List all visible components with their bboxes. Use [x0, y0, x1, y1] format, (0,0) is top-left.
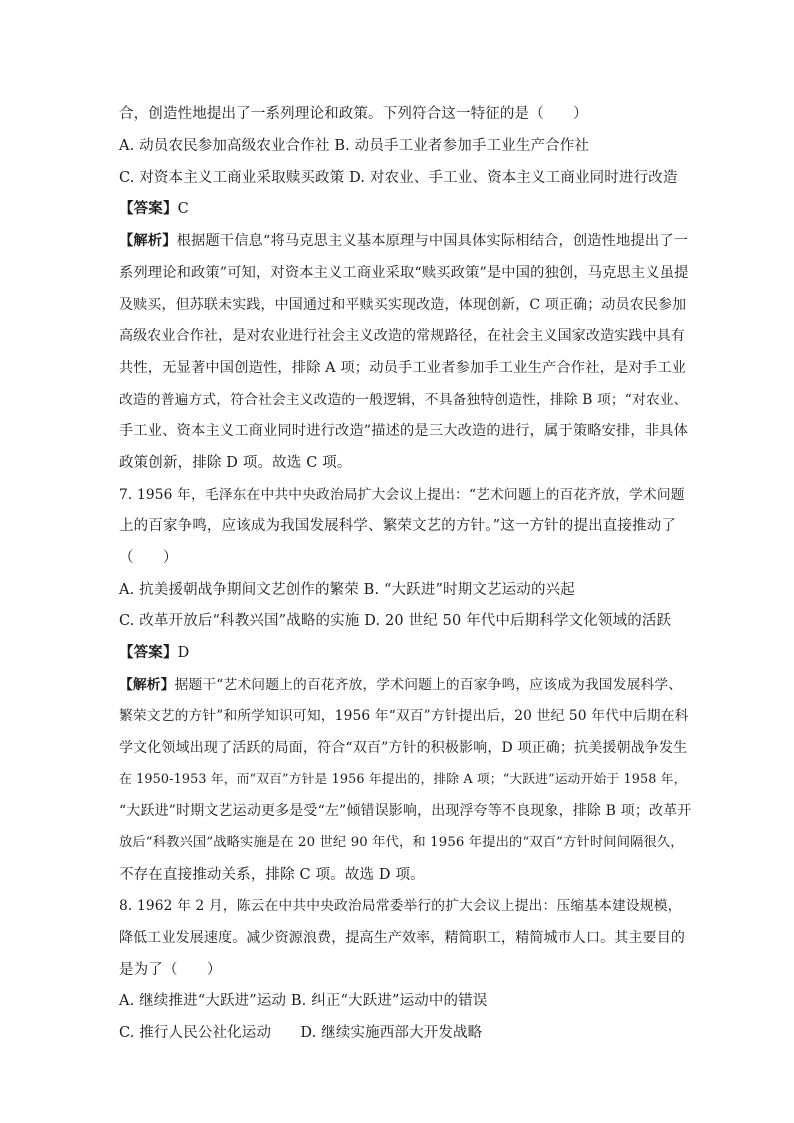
q7-stem-line: 7. 1956 年，毛泽东在中共中央政治局扩大会议上提出：“艺术问题上的百花齐放，学术问题 [119, 487, 685, 503]
q6-analysis-line: 及赎买，但苏联未实践，中国通过和平赎买实现改造，体现创新，C 项正确；动员农民参加 [119, 297, 687, 313]
analysis-tag: 【解析】 [119, 677, 175, 693]
q6-answer: C [177, 201, 189, 217]
q6-analysis-line: 改造的普遍方式，符合社会主义改造的一般逻辑，不具备独特创造性，排除 B 项；“对农业、 [119, 392, 688, 408]
answer-tag: 【答案】 [119, 644, 178, 661]
q6-analysis-line: 高级农业合作社，是对农业进行社会主义改造的常规路径，在社会主义国家改造实践中具有 [119, 328, 685, 344]
q7-options-line-2: C. 改革开放后“科教兴国”战略的实施 D. 20 世纪 50 年代中后期科学文化领域的活跃 [119, 613, 672, 629]
q7-analysis-line: 在 1950-1953 年，而“双百”方针是 1956 年提出的，排除 A 项；“大跃进”运动开始于 1958 年， [119, 772, 687, 787]
q6-analysis-row-1 [119, 231, 689, 251]
q7-stem-line: 上的百家争鸣，应该成为我国发展科学、繁荣文艺的方针。”这一方针的提出直接推动了 [119, 518, 677, 534]
q8-options-line-2: C. 推行人民公社化运动 D. 继续实施西部大开发战略 [119, 1025, 483, 1041]
q6-options-line-1: A. 动员农民参加高级农业合作社 B. 动员手工业者参加手工业生产合作社 [119, 138, 590, 154]
q6-analysis-line: 系列理论和政策”可知，对资本主义工商业采取“赎买政策”是中国的独创，马克思主义虽提 [119, 265, 689, 281]
q6-analysis-line: 政策创新，排除 D 项。故选 C 项。 [119, 455, 352, 471]
q8-stem-line: 是为了（ ） [119, 962, 222, 978]
q7-analysis-line: 不存在直接推动关系，排除 C 项。故选 D 项。 [119, 867, 425, 883]
q6-stem-tail: 合，创造性地提出了一系列理论和政策。下列符合这一特征的是（ ） [119, 106, 588, 122]
q6-analysis-line: 手工业、资本主义工商业同时进行改造”描述的是三大改造的进行，属于策略安排，非具体 [119, 423, 689, 439]
q7-stem-line: （ ） [119, 550, 178, 566]
q6-analysis-line: 共性，无显著中国创造性，排除 A 项；动员手工业者参加手工业生产合作社，是对手工业 [119, 360, 687, 376]
q8-options-line-1: A. 继续推进“大跃进”运动 B. 纠正“大跃进”运动中的错误 [119, 993, 488, 1009]
q7-options-line-1: A. 抗美援朝战争期间文艺创作的繁荣 B. “大跃进”时期文艺运动的兴起 [119, 582, 575, 598]
q6-analysis-line: 根据题干信息“将马克思主义基本原理与中国具体实际相结合，创造性地提出了一 [176, 233, 689, 249]
q7-analysis-line: 繁荣文艺的方针”和所学知识可知，1956 年“双百”方针提出后，20 世纪 50 年代中后期在科 [119, 708, 689, 724]
q7-analysis-line: “大跃进”时期文艺运动更多是受“左”倾错误影响，出现浮夸等不良现象，排除 B 项；改革开 [119, 803, 692, 819]
q7-analysis-line: 学文化领域出现了活跃的局面，符合“双百”方针的积极影响，D 项正确；抗美援朝战争发生 [119, 740, 688, 756]
analysis-tag: 【解析】 [119, 233, 177, 249]
q7-analysis-line: 据题干“艺术问题上的百花齐放，学术问题上的百家争鸣，应该成为我国发展科学、 [174, 677, 683, 693]
q8-stem-line: 降低工业发展速度。减少资源浪费，提高生产效率，精简职工，精简城市人口。其主要目的 [119, 930, 685, 946]
q7-answer-row [119, 643, 679, 663]
q6-options-line-2: C. 对资本主义工商业采取赎买政策 D. 对农业、手工业、资本主义工商业同时进行改造 [119, 170, 678, 186]
q7-analysis-row-1 [119, 675, 683, 695]
answer-tag: 【答案】 [119, 200, 178, 217]
q6-answer-row [119, 199, 679, 219]
q7-analysis-line: 放后“科教兴国”战略实施是在 20 世纪 90 年代，和 1956 年提出的“双百”方针时间间隔很久， [119, 835, 684, 850]
q8-stem-line: 8. 1962 年 2 月，陈云在中共中央政治局常委举行的扩大会议上提出：压缩基本建设规模， [119, 898, 682, 914]
q7-answer: D [177, 645, 190, 661]
